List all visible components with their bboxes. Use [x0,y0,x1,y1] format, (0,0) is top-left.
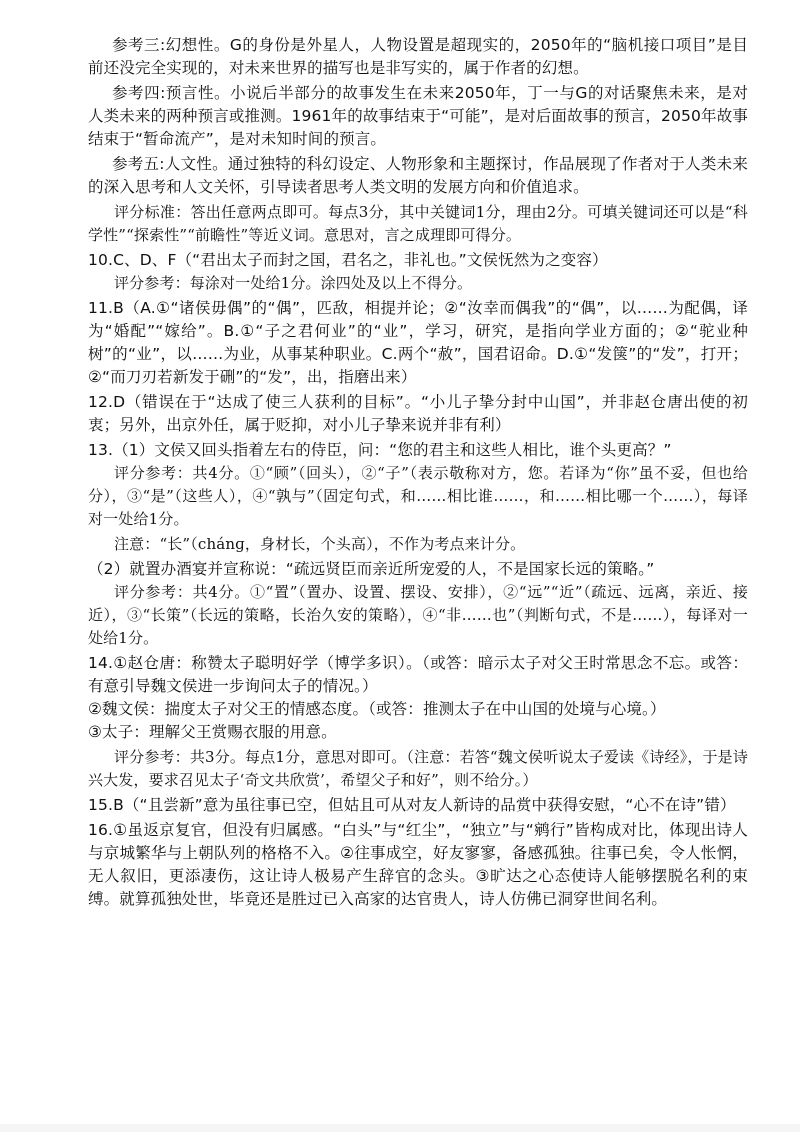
reference-five: 参考五:人文性。通过独特的科幻设定、人物形象和主题探讨，作品展现了作者对于人类未来的深入思考和人文关怀，引导读者思考人类文明的发展方向和价值追求。 [88,155,748,196]
page-bottom-edge [0,1124,800,1132]
answer-14-2: ②魏文侯：揣度太子对父王的情感态度。（或答：推测太子在中山国的处境与心境。） [88,700,666,718]
answer-15: 15.B（“且尝新”意为虽往事已空，但姑且可从对友人新诗的品赏中获得安慰，“心不在诗”错） [88,796,736,814]
answer-12: 12.D（错误在于“达成了使三人获利的目标”。“小儿子挚分封中山国”，并非赵仓唐出使的初衷；另外，出京外任，属于贬抑，对小儿子挚来说并非有利） [88,393,748,434]
answer-10: 10.C、D、F（“君出太子而封之国，君名之，非礼也。”文侯怃然为之变容） [88,251,608,269]
scoring-13-2: 评分参考：共4分。①“置”（置办、设置、摆设、安排），②“远”“近”（疏远、远离，亲近、接近），③“长策”（长远的策略，长治久安的策略），④“非……也”（判断句式，不是……），每译对一处给1分。 [88,583,748,647]
scoring-14: 评分参考：共3分。每点1分，意思对即可。（注意：若答“魏文侯听说太子爱读《诗经》，于是诗兴大发，要求召见太子‘奇文共欣赏’，希望父子和好”，则不给分。） [88,748,748,789]
answer-key-text [88,34,748,911]
answer-13-2: （2）就置办酒宴并宣称说：“疏远贤臣而亲近所宠爱的人，不是国家长远的策略。” [88,560,655,578]
scoring-13-1: 评分参考：共4分。①“顾”（回头），②“子”（表示敬称对方，您。若译为“你”虽不妥，但也给分），③“是”（这些人），④“孰与”（固定句式，和……相比谁……，和……相比哪一个……），每译对一处给1分。 [88,464,748,528]
answer-16: 16.①虽返京复官，但没有归属感。“白头”与“红尘”，“独立”与“鹓行”皆构成对比，体现出诗人与京城繁华与上朝队列的格格不入。②往事成空，好友寥寥，备感孤独。往事已矣，令人怅惘，无人叙旧，更添凄伤，这让诗人极易产生辞官的念头。③旷达之心态使诗人能够摆脱名利的束缚。就算孤独处世，毕竟还是胜过已入高家的达官贵人，诗人仿佛已洞穿世间名利。 [88,821,748,908]
reference-three: 参考三:幻想性。G的身份是外星人，人物设置是超现实的，2050年的“脑机接口项目”是目前还没完全实现的，对未来世界的描写也是非写实的，属于作者的幻想。 [88,36,748,77]
answer-11: 11.B（A.①“诸侯毋偶”的“偶”，匹敌，相提并论；②“汝幸而偶我”的“偶”，以……为配偶，译为“婚配”“嫁给”。B.①“子之君何业”的“业”，学习，研究，是指向学业方面的；②“驼业种树”的“业”，以……为业，从事某种职业。C.两个“赦”，国君诏命。D.①“发箧”的“发”，打开；②“而刀刃若新发于硎”的“发”，出，指磨出来） [88,299,748,386]
note-13-1: 注意：“长”（chánɡ，身材长，个头高），不作为考点来计分。 [114,535,526,553]
answer-14-1: 14.①赵仓唐：称赞太子聪明好学（博学多识）。（或答：暗示太子对父王时常思念不忘。或答：有意引导魏文侯进一步询问太子的情况。） [88,654,748,695]
scoring-standard-9: 评分标准：答出任意两点即可。每点3分，其中关键词1分，理由2分。可填关键词还可以是“科学性”“探索性”“前瞻性”等近义词。意思对，言之成理即可得分。 [88,203,748,244]
reference-four: 参考四:预言性。小说后半部分的故事发生在未来2050年，丁一与G的对话聚焦未来，是对人类未来的两种预言或推测。1961年的故事结束于“可能”，是对后面故事的预言，2050年故事结束于“暂命流产”，是对未知时间的预言。 [88,84,748,148]
answer-14-3: ③太子：理解父王赏赐衣服的用意。 [88,723,337,741]
answer-13-1: 13.（1）文侯又回头指着左右的侍臣，问：“您的君主和这些人相比，谁个头更高？” [88,441,672,459]
scoring-10: 评分参考：每涂对一处给1分。涂四处及以上不得分。 [114,274,473,292]
